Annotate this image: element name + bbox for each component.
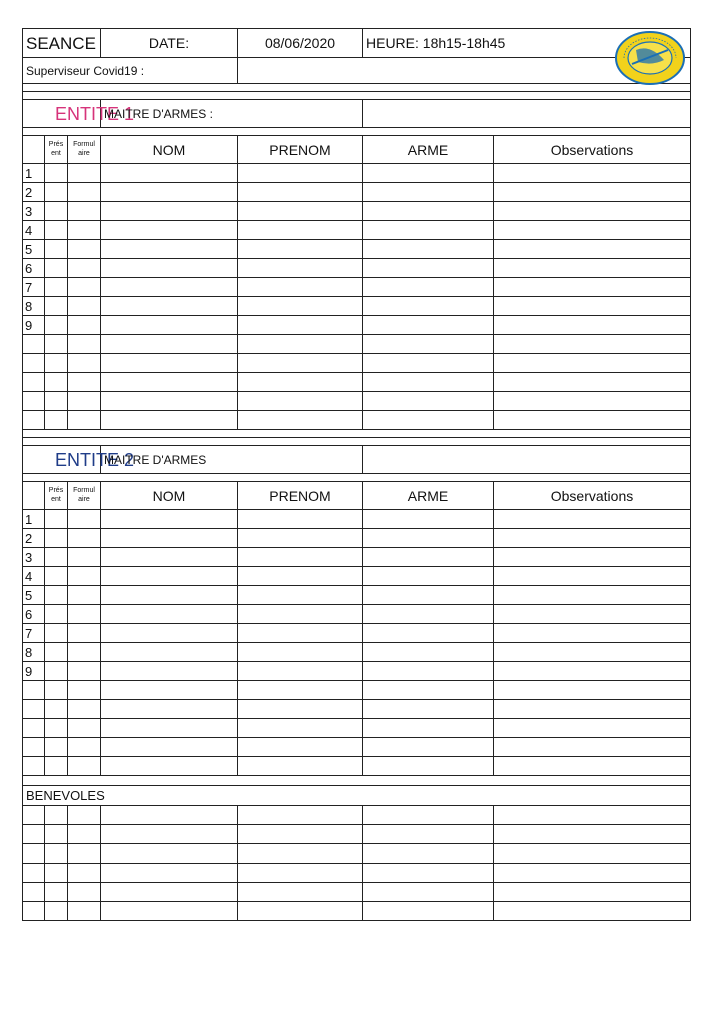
present-checkbox[interactable]	[45, 806, 68, 825]
row-number: 7	[23, 624, 45, 643]
prenom-field[interactable]	[238, 567, 363, 586]
observations-field[interactable]	[494, 548, 691, 567]
present-checkbox[interactable]	[45, 901, 68, 920]
date-value: 08/06/2020	[238, 29, 363, 58]
col-observations: Observations	[494, 136, 691, 164]
present-checkbox[interactable]	[45, 662, 68, 681]
present-checkbox[interactable]	[45, 278, 68, 297]
formulaire-checkbox[interactable]	[68, 240, 101, 259]
observations-field[interactable]	[494, 844, 691, 863]
formulaire-checkbox[interactable]	[68, 529, 101, 548]
spacer	[23, 128, 691, 136]
formulaire-checkbox[interactable]	[68, 901, 101, 920]
observations-field[interactable]	[494, 529, 691, 548]
arme-field[interactable]	[363, 164, 494, 183]
supervisor-label: Superviseur Covid19 :	[23, 58, 238, 84]
present-checkbox[interactable]	[45, 297, 68, 316]
observations-field[interactable]	[494, 202, 691, 221]
col-present: Prés ent	[45, 136, 68, 164]
nom-field[interactable]	[101, 164, 238, 183]
observations-field[interactable]	[494, 681, 691, 700]
spacer	[23, 430, 691, 438]
formulaire-checkbox[interactable]	[68, 662, 101, 681]
arme-field[interactable]	[363, 806, 494, 825]
spacer	[23, 474, 691, 482]
arme-field[interactable]	[363, 719, 494, 738]
present-checkbox[interactable]	[45, 844, 68, 863]
observations-field[interactable]	[494, 297, 691, 316]
arme-field[interactable]	[363, 901, 494, 920]
row-number: 7	[23, 278, 45, 297]
prenom-field[interactable]	[238, 882, 363, 901]
attendance-table	[22, 28, 691, 921]
col-observations: Observations	[494, 482, 691, 510]
row-number: 9	[23, 316, 45, 335]
observations-field[interactable]	[494, 373, 691, 392]
nom-field[interactable]	[101, 259, 238, 278]
observations-field[interactable]	[494, 624, 691, 643]
col-formulaire: Formul aire	[68, 136, 101, 164]
prenom-field[interactable]	[238, 392, 363, 411]
nom-field[interactable]	[101, 354, 238, 373]
arme-field[interactable]	[363, 700, 494, 719]
prenom-field[interactable]	[238, 681, 363, 700]
spacer	[23, 438, 691, 446]
present-checkbox[interactable]	[45, 700, 68, 719]
present-checkbox[interactable]	[45, 643, 68, 662]
formulaire-checkbox[interactable]	[68, 757, 101, 776]
arme-field[interactable]	[363, 863, 494, 882]
nom-field[interactable]	[101, 662, 238, 681]
row-number: 8	[23, 643, 45, 662]
formulaire-checkbox[interactable]	[68, 719, 101, 738]
formulaire-checkbox[interactable]	[68, 221, 101, 240]
row-number	[23, 335, 45, 354]
col-present: Prés ent	[45, 482, 68, 510]
present-checkbox[interactable]	[45, 529, 68, 548]
nom-field[interactable]	[101, 202, 238, 221]
date-label: DATE:	[101, 29, 238, 58]
prenom-field[interactable]	[238, 240, 363, 259]
col-nom: NOM	[101, 136, 238, 164]
row-number: 4	[23, 567, 45, 586]
arme-field[interactable]	[363, 624, 494, 643]
observations-field[interactable]	[494, 335, 691, 354]
present-checkbox[interactable]	[45, 335, 68, 354]
observations-field[interactable]	[494, 354, 691, 373]
arme-field[interactable]	[363, 586, 494, 605]
arme-field[interactable]	[363, 529, 494, 548]
arme-field[interactable]	[363, 548, 494, 567]
observations-field[interactable]	[494, 806, 691, 825]
prenom-field[interactable]	[238, 259, 363, 278]
col-prenom: PRENOM	[238, 136, 363, 164]
benevole-number	[23, 825, 45, 844]
observations-field[interactable]	[494, 411, 691, 430]
observations-field[interactable]	[494, 278, 691, 297]
row-number: 4	[23, 221, 45, 240]
arme-field[interactable]	[363, 411, 494, 430]
row-number: 5	[23, 240, 45, 259]
col-arme: ARME	[363, 482, 494, 510]
nom-field[interactable]	[101, 221, 238, 240]
attendance-sheet	[22, 28, 690, 921]
formulaire-checkbox[interactable]	[68, 882, 101, 901]
prenom-field[interactable]	[238, 757, 363, 776]
nom-field[interactable]	[101, 183, 238, 202]
formulaire-checkbox[interactable]	[68, 335, 101, 354]
present-checkbox[interactable]	[45, 510, 68, 529]
prenom-field[interactable]	[238, 901, 363, 920]
present-checkbox[interactable]	[45, 202, 68, 221]
formulaire-checkbox[interactable]	[68, 624, 101, 643]
row-number	[23, 411, 45, 430]
formulaire-checkbox[interactable]	[68, 605, 101, 624]
nom-field[interactable]	[101, 757, 238, 776]
prenom-field[interactable]	[238, 529, 363, 548]
nom-field[interactable]	[101, 844, 238, 863]
present-checkbox[interactable]	[45, 373, 68, 392]
row-number: 5	[23, 586, 45, 605]
nom-field[interactable]	[101, 240, 238, 259]
arme-field[interactable]	[363, 278, 494, 297]
prenom-field[interactable]	[238, 548, 363, 567]
row-number: 8	[23, 297, 45, 316]
time-label: HEURE: 18h15-18h45	[363, 29, 691, 58]
arme-field[interactable]	[363, 392, 494, 411]
entite2-title: ENTITE 2	[23, 446, 101, 474]
prenom-field[interactable]	[238, 354, 363, 373]
nom-field[interactable]	[101, 605, 238, 624]
arme-field[interactable]	[363, 373, 494, 392]
row-number	[23, 738, 45, 757]
observations-field[interactable]	[494, 164, 691, 183]
formulaire-checkbox[interactable]	[68, 738, 101, 757]
prenom-field[interactable]	[238, 738, 363, 757]
nom-field[interactable]	[101, 901, 238, 920]
nom-field[interactable]	[101, 806, 238, 825]
corner-cell	[23, 482, 45, 510]
present-checkbox[interactable]	[45, 586, 68, 605]
arme-field[interactable]	[363, 662, 494, 681]
row-number: 9	[23, 662, 45, 681]
formulaire-checkbox[interactable]	[68, 392, 101, 411]
prenom-field[interactable]	[238, 297, 363, 316]
prenom-field[interactable]	[238, 844, 363, 863]
observations-field[interactable]	[494, 882, 691, 901]
present-checkbox[interactable]	[45, 738, 68, 757]
observations-field[interactable]	[494, 662, 691, 681]
prenom-field[interactable]	[238, 335, 363, 354]
col-formulaire: Formul aire	[68, 482, 101, 510]
prenom-field[interactable]	[238, 411, 363, 430]
arme-field[interactable]	[363, 221, 494, 240]
entite2-master-field[interactable]	[363, 446, 691, 474]
row-number	[23, 681, 45, 700]
prenom-field[interactable]	[238, 806, 363, 825]
row-number: 3	[23, 202, 45, 221]
spacer	[23, 92, 691, 100]
row-number: 6	[23, 605, 45, 624]
nom-field[interactable]	[101, 373, 238, 392]
arme-field[interactable]	[363, 882, 494, 901]
observations-field[interactable]	[494, 863, 691, 882]
formulaire-checkbox[interactable]	[68, 863, 101, 882]
prenom-field[interactable]	[238, 316, 363, 335]
formulaire-checkbox[interactable]	[68, 643, 101, 662]
row-number: 2	[23, 183, 45, 202]
nom-field[interactable]	[101, 586, 238, 605]
formulaire-checkbox[interactable]	[68, 316, 101, 335]
prenom-field[interactable]	[238, 164, 363, 183]
prenom-field[interactable]	[238, 510, 363, 529]
observations-field[interactable]	[494, 700, 691, 719]
observations-field[interactable]	[494, 259, 691, 278]
arme-field[interactable]	[363, 681, 494, 700]
row-number: 3	[23, 548, 45, 567]
nom-field[interactable]	[101, 316, 238, 335]
row-number: 6	[23, 259, 45, 278]
prenom-field[interactable]	[238, 373, 363, 392]
formulaire-checkbox[interactable]	[68, 586, 101, 605]
prenom-field[interactable]	[238, 863, 363, 882]
nom-field[interactable]	[101, 392, 238, 411]
arme-field[interactable]	[363, 354, 494, 373]
present-checkbox[interactable]	[45, 240, 68, 259]
arme-field[interactable]	[363, 297, 494, 316]
arme-field[interactable]	[363, 757, 494, 776]
prenom-field[interactable]	[238, 278, 363, 297]
entite1-master-label: MAITRE D'ARMES :	[101, 100, 363, 128]
observations-field[interactable]	[494, 240, 691, 259]
formulaire-checkbox[interactable]	[68, 278, 101, 297]
nom-field[interactable]	[101, 825, 238, 844]
arme-field[interactable]	[363, 335, 494, 354]
benevole-number	[23, 901, 45, 920]
benevole-number	[23, 863, 45, 882]
formulaire-checkbox[interactable]	[68, 411, 101, 430]
prenom-field[interactable]	[238, 605, 363, 624]
observations-field[interactable]	[494, 719, 691, 738]
formulaire-checkbox[interactable]	[68, 681, 101, 700]
entite1-master-field[interactable]	[363, 100, 691, 128]
arme-field[interactable]	[363, 567, 494, 586]
prenom-field[interactable]	[238, 643, 363, 662]
nom-field[interactable]	[101, 548, 238, 567]
formulaire-checkbox[interactable]	[68, 825, 101, 844]
arme-field[interactable]	[363, 643, 494, 662]
nom-field[interactable]	[101, 529, 238, 548]
row-number	[23, 757, 45, 776]
nom-field[interactable]	[101, 882, 238, 901]
present-checkbox[interactable]	[45, 164, 68, 183]
nom-field[interactable]	[101, 335, 238, 354]
nom-field[interactable]	[101, 278, 238, 297]
present-checkbox[interactable]	[45, 863, 68, 882]
present-checkbox[interactable]	[45, 757, 68, 776]
observations-field[interactable]	[494, 183, 691, 202]
present-checkbox[interactable]	[45, 259, 68, 278]
spacer	[23, 84, 691, 92]
nom-field[interactable]	[101, 700, 238, 719]
row-number	[23, 700, 45, 719]
benevole-number	[23, 882, 45, 901]
seance-label: SEANCE	[23, 29, 101, 58]
arme-field[interactable]	[363, 605, 494, 624]
corner-cell	[23, 136, 45, 164]
observations-field[interactable]	[494, 392, 691, 411]
arme-field[interactable]	[363, 510, 494, 529]
arme-field[interactable]	[363, 202, 494, 221]
formulaire-checkbox[interactable]	[68, 567, 101, 586]
nom-field[interactable]	[101, 681, 238, 700]
col-prenom: PRENOM	[238, 482, 363, 510]
present-checkbox[interactable]	[45, 183, 68, 202]
entite2-master-label: MAITRE D'ARMES	[101, 446, 363, 474]
arme-field[interactable]	[363, 183, 494, 202]
arme-field[interactable]	[363, 240, 494, 259]
nom-field[interactable]	[101, 863, 238, 882]
formulaire-checkbox[interactable]	[68, 164, 101, 183]
nom-field[interactable]	[101, 624, 238, 643]
formulaire-checkbox[interactable]	[68, 844, 101, 863]
formulaire-checkbox[interactable]	[68, 373, 101, 392]
row-number	[23, 354, 45, 373]
col-nom: NOM	[101, 482, 238, 510]
arme-field[interactable]	[363, 259, 494, 278]
present-checkbox[interactable]	[45, 221, 68, 240]
observations-field[interactable]	[494, 825, 691, 844]
prenom-field[interactable]	[238, 700, 363, 719]
spacer	[23, 776, 691, 786]
observations-field[interactable]	[494, 738, 691, 757]
nom-field[interactable]	[101, 643, 238, 662]
formulaire-checkbox[interactable]	[68, 806, 101, 825]
present-checkbox[interactable]	[45, 316, 68, 335]
club-logo-icon	[614, 30, 686, 86]
observations-field[interactable]	[494, 757, 691, 776]
present-checkbox[interactable]	[45, 719, 68, 738]
prenom-field[interactable]	[238, 586, 363, 605]
formulaire-checkbox[interactable]	[68, 259, 101, 278]
present-checkbox[interactable]	[45, 392, 68, 411]
observations-field[interactable]	[494, 316, 691, 335]
arme-field[interactable]	[363, 825, 494, 844]
formulaire-checkbox[interactable]	[68, 510, 101, 529]
present-checkbox[interactable]	[45, 825, 68, 844]
present-checkbox[interactable]	[45, 548, 68, 567]
observations-field[interactable]	[494, 567, 691, 586]
nom-field[interactable]	[101, 297, 238, 316]
arme-field[interactable]	[363, 316, 494, 335]
present-checkbox[interactable]	[45, 681, 68, 700]
benevole-number	[23, 806, 45, 825]
formulaire-checkbox[interactable]	[68, 202, 101, 221]
prenom-field[interactable]	[238, 624, 363, 643]
arme-field[interactable]	[363, 738, 494, 757]
prenom-field[interactable]	[238, 825, 363, 844]
arme-field[interactable]	[363, 844, 494, 863]
formulaire-checkbox[interactable]	[68, 354, 101, 373]
observations-field[interactable]	[494, 605, 691, 624]
row-number: 1	[23, 164, 45, 183]
row-number: 2	[23, 529, 45, 548]
nom-field[interactable]	[101, 567, 238, 586]
row-number	[23, 392, 45, 411]
present-checkbox[interactable]	[45, 605, 68, 624]
observations-field[interactable]	[494, 510, 691, 529]
formulaire-checkbox[interactable]	[68, 183, 101, 202]
present-checkbox[interactable]	[45, 411, 68, 430]
present-checkbox[interactable]	[45, 882, 68, 901]
nom-field[interactable]	[101, 510, 238, 529]
present-checkbox[interactable]	[45, 567, 68, 586]
present-checkbox[interactable]	[45, 624, 68, 643]
formulaire-checkbox[interactable]	[68, 297, 101, 316]
benevoles-label: BENEVOLES	[23, 786, 691, 806]
col-arme: ARME	[363, 136, 494, 164]
prenom-field[interactable]	[238, 221, 363, 240]
nom-field[interactable]	[101, 719, 238, 738]
row-number: 1	[23, 510, 45, 529]
row-number	[23, 373, 45, 392]
prenom-field[interactable]	[238, 202, 363, 221]
formulaire-checkbox[interactable]	[68, 548, 101, 567]
prenom-field[interactable]	[238, 183, 363, 202]
present-checkbox[interactable]	[45, 354, 68, 373]
prenom-field[interactable]	[238, 719, 363, 738]
row-number	[23, 719, 45, 738]
observations-field[interactable]	[494, 643, 691, 662]
observations-field[interactable]	[494, 586, 691, 605]
nom-field[interactable]	[101, 738, 238, 757]
observations-field[interactable]	[494, 221, 691, 240]
observations-field[interactable]	[494, 901, 691, 920]
prenom-field[interactable]	[238, 662, 363, 681]
entite1-title: ENTITE 1	[23, 100, 101, 128]
formulaire-checkbox[interactable]	[68, 700, 101, 719]
nom-field[interactable]	[101, 411, 238, 430]
benevole-number	[23, 844, 45, 863]
